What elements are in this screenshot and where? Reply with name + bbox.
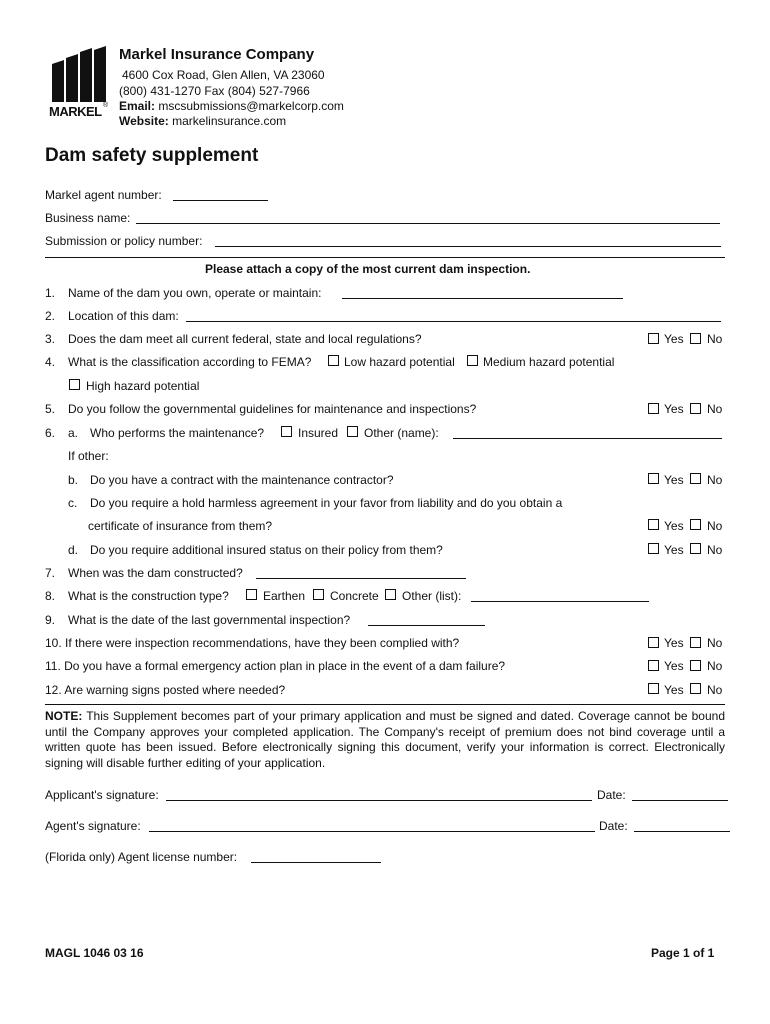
q6a-insured-checkbox[interactable] bbox=[281, 426, 292, 437]
q12-text: 12. Are warning signs posted where needed? bbox=[45, 683, 286, 697]
agent-date-field[interactable] bbox=[634, 831, 730, 832]
q1-text: Name of the dam you own, operate or maintain: bbox=[68, 286, 322, 300]
q6c-yes-label: Yes bbox=[664, 519, 684, 533]
q6a-other-label: Other (name): bbox=[364, 426, 439, 440]
q6d-text: Do you require additional insured status on their policy from them? bbox=[90, 543, 443, 557]
q11-yes-label: Yes bbox=[664, 659, 684, 673]
q10-yes-label: Yes bbox=[664, 636, 684, 650]
q6a-other-field[interactable] bbox=[453, 438, 722, 439]
q8-earthen-label: Earthen bbox=[263, 589, 306, 603]
q8-concrete-checkbox[interactable] bbox=[313, 589, 324, 600]
q6c-yes-checkbox[interactable] bbox=[648, 519, 659, 530]
q4-text: What is the classification according to FEMA? bbox=[68, 355, 312, 369]
q7-text: When was the dam constructed? bbox=[68, 566, 243, 580]
q4-high-checkbox[interactable] bbox=[69, 379, 80, 390]
q6c-text-continued: certificate of insurance from them? bbox=[88, 519, 273, 533]
page-number: Page 1 of 1 bbox=[651, 946, 715, 960]
registered-mark: ® bbox=[103, 102, 109, 109]
q6a-other-checkbox[interactable] bbox=[347, 426, 358, 437]
q4-high-label: High hazard potential bbox=[86, 379, 200, 393]
page-title: Dam safety supplement bbox=[45, 145, 259, 166]
divider bbox=[45, 704, 725, 705]
q6b-yes-checkbox[interactable] bbox=[648, 473, 659, 484]
q6b-no-label: No bbox=[707, 473, 723, 487]
company-name: Markel Insurance Company bbox=[119, 46, 315, 63]
q6d-label: d. bbox=[68, 543, 79, 557]
email-link[interactable]: mscsubmissions@markelcorp.com bbox=[158, 99, 344, 113]
q5-yes-checkbox[interactable] bbox=[648, 403, 659, 414]
website-label: Website: bbox=[119, 114, 169, 128]
q10-no-checkbox[interactable] bbox=[690, 637, 701, 648]
note-text: This Supplement becomes part of your primary application and must be signed and dated. Coverage cannot be bound until the Company approves your completed application. The Company's receipt of premium does not bind coverage until a written quote has been issued. Before electronically signing this document, verify your information is correct. Electronically signing will disable further editing of your application. bbox=[45, 709, 725, 770]
q6a-text: Who performs the maintenance? bbox=[90, 426, 265, 440]
q10-text: 10. If there were inspection recommendations, have they been complied with? bbox=[45, 636, 460, 650]
q7-field[interactable] bbox=[256, 578, 466, 579]
note-label: NOTE: bbox=[45, 709, 83, 723]
website-link[interactable]: markelinsurance.com bbox=[172, 114, 287, 128]
q11-no-label: No bbox=[707, 659, 723, 673]
q6b-label: b. bbox=[68, 473, 79, 487]
agent-date-label: Date: bbox=[599, 819, 628, 833]
q6-number: 6. bbox=[45, 426, 56, 440]
q6c-label: c. bbox=[68, 496, 78, 510]
q12-no-label: No bbox=[707, 683, 723, 697]
q12-yes-checkbox[interactable] bbox=[648, 683, 659, 694]
q2-number: 2. bbox=[45, 309, 56, 323]
q9-field[interactable] bbox=[368, 625, 485, 626]
q5-number: 5. bbox=[45, 402, 56, 416]
business-name-field[interactable] bbox=[136, 223, 720, 224]
note-paragraph bbox=[45, 709, 725, 771]
q11-yes-checkbox[interactable] bbox=[648, 660, 659, 671]
applicant-signature-field[interactable] bbox=[166, 800, 592, 801]
q9-text: What is the date of the last governmental inspection? bbox=[68, 613, 351, 627]
q4-low-label: Low hazard potential bbox=[344, 355, 455, 369]
q5-no-label: No bbox=[707, 402, 723, 416]
logo-wordmark: MARKEL bbox=[49, 104, 102, 119]
q8-text: What is the construction type? bbox=[68, 589, 229, 603]
q5-text: Do you follow the governmental guidelines for maintenance and inspections? bbox=[68, 402, 477, 416]
q8-other-checkbox[interactable] bbox=[385, 589, 396, 600]
q11-text: 11. Do you have a formal emergency action plan in place in the event of a dam failure? bbox=[45, 659, 506, 673]
q5-yes-label: Yes bbox=[664, 402, 684, 416]
q11-no-checkbox[interactable] bbox=[690, 660, 701, 671]
q4-low-checkbox[interactable] bbox=[328, 355, 339, 366]
q1-number: 1. bbox=[45, 286, 56, 300]
q1-field[interactable] bbox=[342, 298, 623, 299]
q6c-text: Do you require a hold harmless agreement in your favor from liability and do you obtain a bbox=[90, 496, 563, 510]
q6c-no-label: No bbox=[707, 519, 723, 533]
company-email-line bbox=[119, 99, 344, 113]
q6b-text: Do you have a contract with the maintenance contractor? bbox=[90, 473, 394, 487]
q3-no-label: No bbox=[707, 332, 723, 346]
company-phone: (800) 431-1270 Fax (804) 527-7966 bbox=[119, 84, 310, 98]
applicant-date-label: Date: bbox=[597, 788, 626, 802]
q4-number: 4. bbox=[45, 355, 56, 369]
q10-no-label: No bbox=[707, 636, 723, 650]
q5-no-checkbox[interactable] bbox=[690, 403, 701, 414]
q6b-no-checkbox[interactable] bbox=[690, 473, 701, 484]
q7-number: 7. bbox=[45, 566, 56, 580]
q6d-yes-label: Yes bbox=[664, 543, 684, 557]
agent-number-field[interactable] bbox=[173, 200, 268, 201]
form-number: MAGL 1046 03 16 bbox=[45, 946, 144, 960]
company-website-line bbox=[119, 114, 286, 128]
q8-concrete-label: Concrete bbox=[330, 589, 379, 603]
q2-field[interactable] bbox=[186, 321, 721, 322]
q6b-yes-label: Yes bbox=[664, 473, 684, 487]
attach-notice: Please attach a copy of the most current dam inspection. bbox=[205, 262, 531, 276]
q6a-label: a. bbox=[68, 426, 79, 440]
q8-number: 8. bbox=[45, 589, 56, 603]
agent-number-label: Markel agent number: bbox=[45, 188, 162, 202]
q2-text: Location of this dam: bbox=[68, 309, 179, 323]
q3-yes-label: Yes bbox=[664, 332, 684, 346]
q3-text: Does the dam meet all current federal, state and local regulations? bbox=[68, 332, 422, 346]
q6a-insured-label: Insured bbox=[298, 426, 339, 440]
q6d-no-checkbox[interactable] bbox=[690, 543, 701, 554]
q8-other-label: Other (list): bbox=[402, 589, 462, 603]
q3-number: 3. bbox=[45, 332, 56, 346]
applicant-date-field[interactable] bbox=[632, 800, 728, 801]
q3-no-checkbox[interactable] bbox=[690, 333, 701, 344]
q6d-no-label: No bbox=[707, 543, 723, 557]
q6d-yes-checkbox[interactable] bbox=[648, 543, 659, 554]
business-name-label: Business name: bbox=[45, 211, 131, 225]
license-number-field[interactable] bbox=[251, 862, 381, 863]
q4-medium-checkbox[interactable] bbox=[467, 355, 478, 366]
q8-other-field[interactable] bbox=[471, 601, 649, 602]
q12-no-checkbox[interactable] bbox=[690, 683, 701, 694]
q10-yes-checkbox[interactable] bbox=[648, 637, 659, 648]
agent-signature-field[interactable] bbox=[149, 831, 595, 832]
email-label: Email: bbox=[119, 99, 156, 113]
q9-number: 9. bbox=[45, 613, 56, 627]
q8-earthen-checkbox[interactable] bbox=[246, 589, 257, 600]
q6-if-other: If other: bbox=[68, 449, 109, 463]
q3-yes-checkbox[interactable] bbox=[648, 333, 659, 344]
q12-yes-label: Yes bbox=[664, 683, 684, 697]
divider bbox=[45, 257, 725, 258]
agent-signature-label: Agent's signature: bbox=[45, 819, 141, 833]
q6c-no-checkbox[interactable] bbox=[690, 519, 701, 530]
company-address: 4600 Cox Road, Glen Allen, VA 23060 bbox=[122, 68, 325, 82]
policy-number-label: Submission or policy number: bbox=[45, 234, 203, 248]
policy-number-field[interactable] bbox=[215, 246, 721, 247]
q4-medium-label: Medium hazard potential bbox=[483, 355, 615, 369]
applicant-signature-label: Applicant's signature: bbox=[45, 788, 159, 802]
license-number-label: (Florida only) Agent license number: bbox=[45, 850, 238, 864]
